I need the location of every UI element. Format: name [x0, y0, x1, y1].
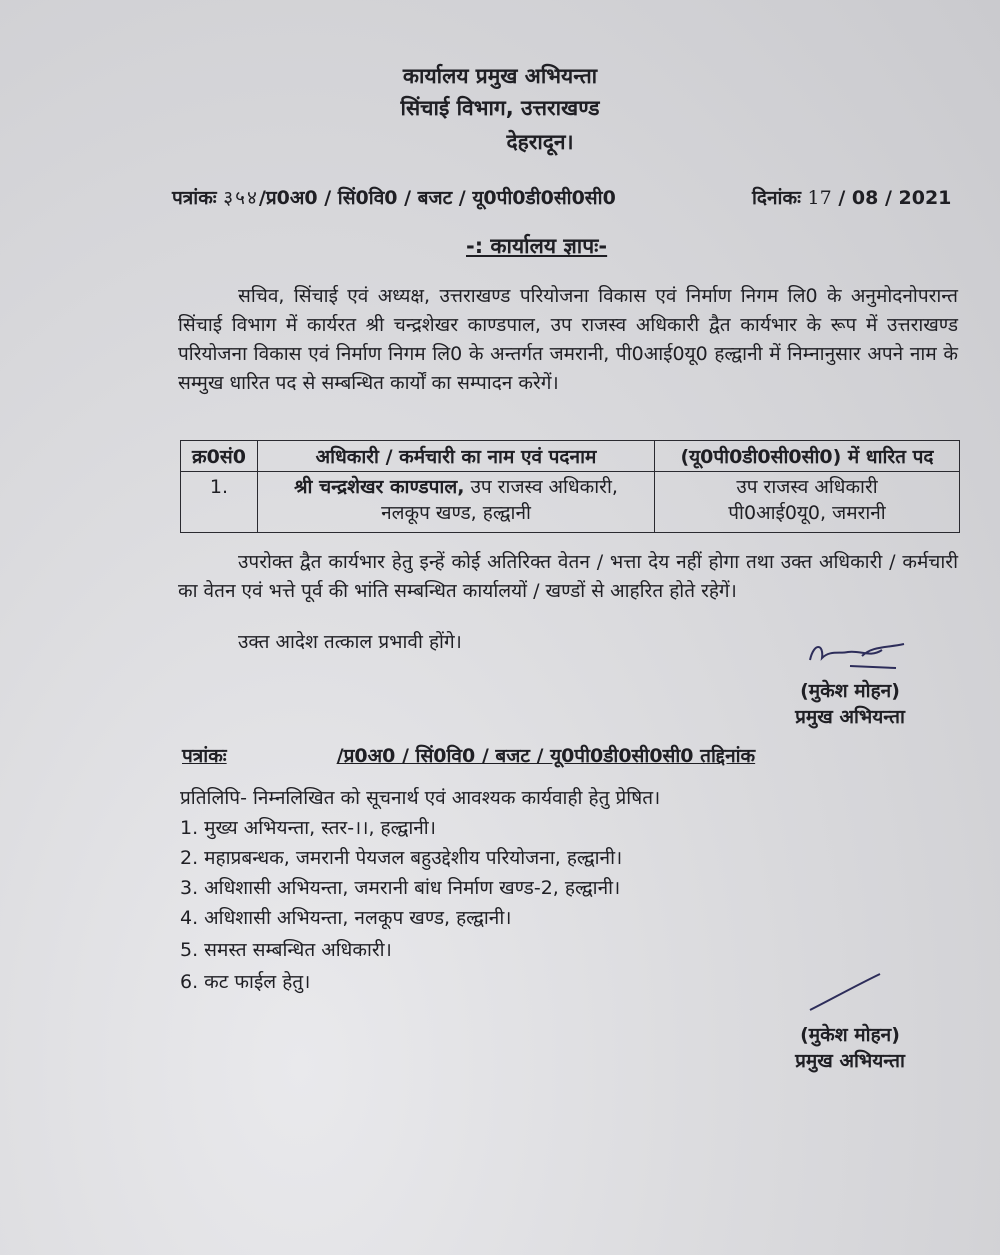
reference-label: पत्रांकः	[172, 187, 217, 209]
reference-date	[752, 186, 951, 210]
reference2-suffix: /प्र0अ0 / सिं0वि0 / बजट / यू0पी0डी0सी0सी0 तद्दिनांक	[336, 745, 756, 767]
office-heading: कार्यालय प्रमुख अभियन्ता	[402, 64, 598, 88]
list-item: 6. कट फाईल हेतु।	[180, 971, 311, 993]
list-item: 4. अधिशासी अभियन्ता, नलकूप खण्ड, हल्द्वानी।	[180, 907, 512, 929]
signatory-title-2: प्रमुख अभियन्ता	[795, 1050, 905, 1072]
list-item: 3. अधिशासी अभियन्ता, जमरानी बांध निर्माण खण्ड-2, हल्द्वानी।	[180, 877, 621, 899]
reference-number-2	[182, 744, 755, 768]
signatory-name-2: (मुकेश मोहन)	[800, 1024, 900, 1046]
copy-intro: प्रतिलिपि- निम्नलिखित को सूचनार्थ एवं आवश्यक कार्यवाही हेतु प्रेषित।	[180, 787, 661, 809]
col-serial-header: क्र0सं0	[181, 441, 258, 472]
table-row	[181, 472, 960, 533]
date-label: दिनांकः	[752, 187, 801, 209]
col-post-header: (यू0पी0डी0सी0सी0) में धारित पद	[655, 441, 960, 472]
posting-table	[180, 440, 960, 533]
city-heading: देहरादून।	[506, 130, 574, 154]
row-name: श्री चन्द्रशेखर काण्डपाल,	[294, 476, 465, 498]
signatory-title: प्रमुख अभियन्ता	[795, 706, 905, 728]
row-unit: नलकूप खण्ड, हल्द्वानी	[381, 502, 531, 524]
list-item: 1. मुख्य अभियन्ता, स्तर-।।, हल्द्वानी।	[180, 817, 436, 839]
date-rest: / 08 / 2021	[838, 187, 952, 209]
list-item: 5. समस्त सम्बन्धित अधिकारी।	[180, 939, 392, 961]
row-post-cell	[655, 472, 960, 533]
body-paragraph: सचिव, सिंचाई एवं अध्यक्ष, उत्तराखण्ड परियोजना विकास एवं निर्माण निगम लि0 के अनुमोदनोपरान्त सिंचाई विभाग में कार्यरत श्री चन्द्रशेखर काण्डपाल, उप राजस्व अधिकारी द्वैत कार्यभार के रूप में उत्तराखण्ड परियोजना विकास एवं निर्माण निगम लि0 के अन्तर्गत जमरानी, पी0आई0यू0 हल्द्वानी में निम्नानुसार अपने नाम के सम्मुख धारित पद से सम्बन्धित कार्यों का सम्पादन करेगें।	[178, 285, 958, 394]
row-designation: उप राजस्व अधिकारी,	[470, 476, 618, 498]
paragraph-2: उपरोक्त द्वैत कार्यभार हेतु इन्हें कोई अतिरिक्त वेतन / भत्ता देय नहीं होगा तथा उक्त अधिकारी / कर्मचारी का वेतन एवं भत्ते पूर्व की भांति सम्बन्धित कार्यालयों / खण्डों से आहरित होते रहेगें।	[178, 551, 958, 602]
reference2-label: पत्रांकः	[182, 745, 227, 767]
reference-number	[172, 186, 616, 210]
handwritten-signature-1	[800, 632, 920, 682]
row-name-cell	[258, 472, 655, 533]
row-post-line2: पी0आई0यू0, जमरानी	[728, 502, 886, 524]
handwritten-signature-2	[800, 968, 890, 1018]
table-header-row	[181, 441, 960, 472]
paragraph-3: उक्त आदेश तत्काल प्रभावी होंगे।	[238, 631, 462, 653]
signature-block-2	[760, 1022, 940, 1074]
memo-title: -: कार्यालय ज्ञापः-	[466, 234, 608, 258]
department-heading: सिंचाई विभाग, उत्तराखण्ड	[400, 96, 600, 120]
list-item: 2. महाप्रबन्धक, जमरानी पेयजल बहुउद्देशीय परियोजना, हल्द्वानी।	[180, 847, 623, 869]
reference-suffix: /प्र0अ0 / सिं0वि0 / बजट / यू0पी0डी0सी0सी0	[258, 187, 616, 209]
col-name-header: अधिकारी / कर्मचारी का नाम एवं पदनाम	[258, 441, 655, 472]
signatory-name: (मुकेश मोहन)	[800, 680, 900, 702]
handwritten-reference-number: ३५४	[223, 187, 259, 209]
row-post-line1: उप राजस्व अधिकारी	[736, 476, 878, 498]
handwritten-date-day: 17	[807, 187, 832, 209]
signature-block-1	[760, 678, 940, 730]
row-serial: 1.	[181, 472, 258, 533]
